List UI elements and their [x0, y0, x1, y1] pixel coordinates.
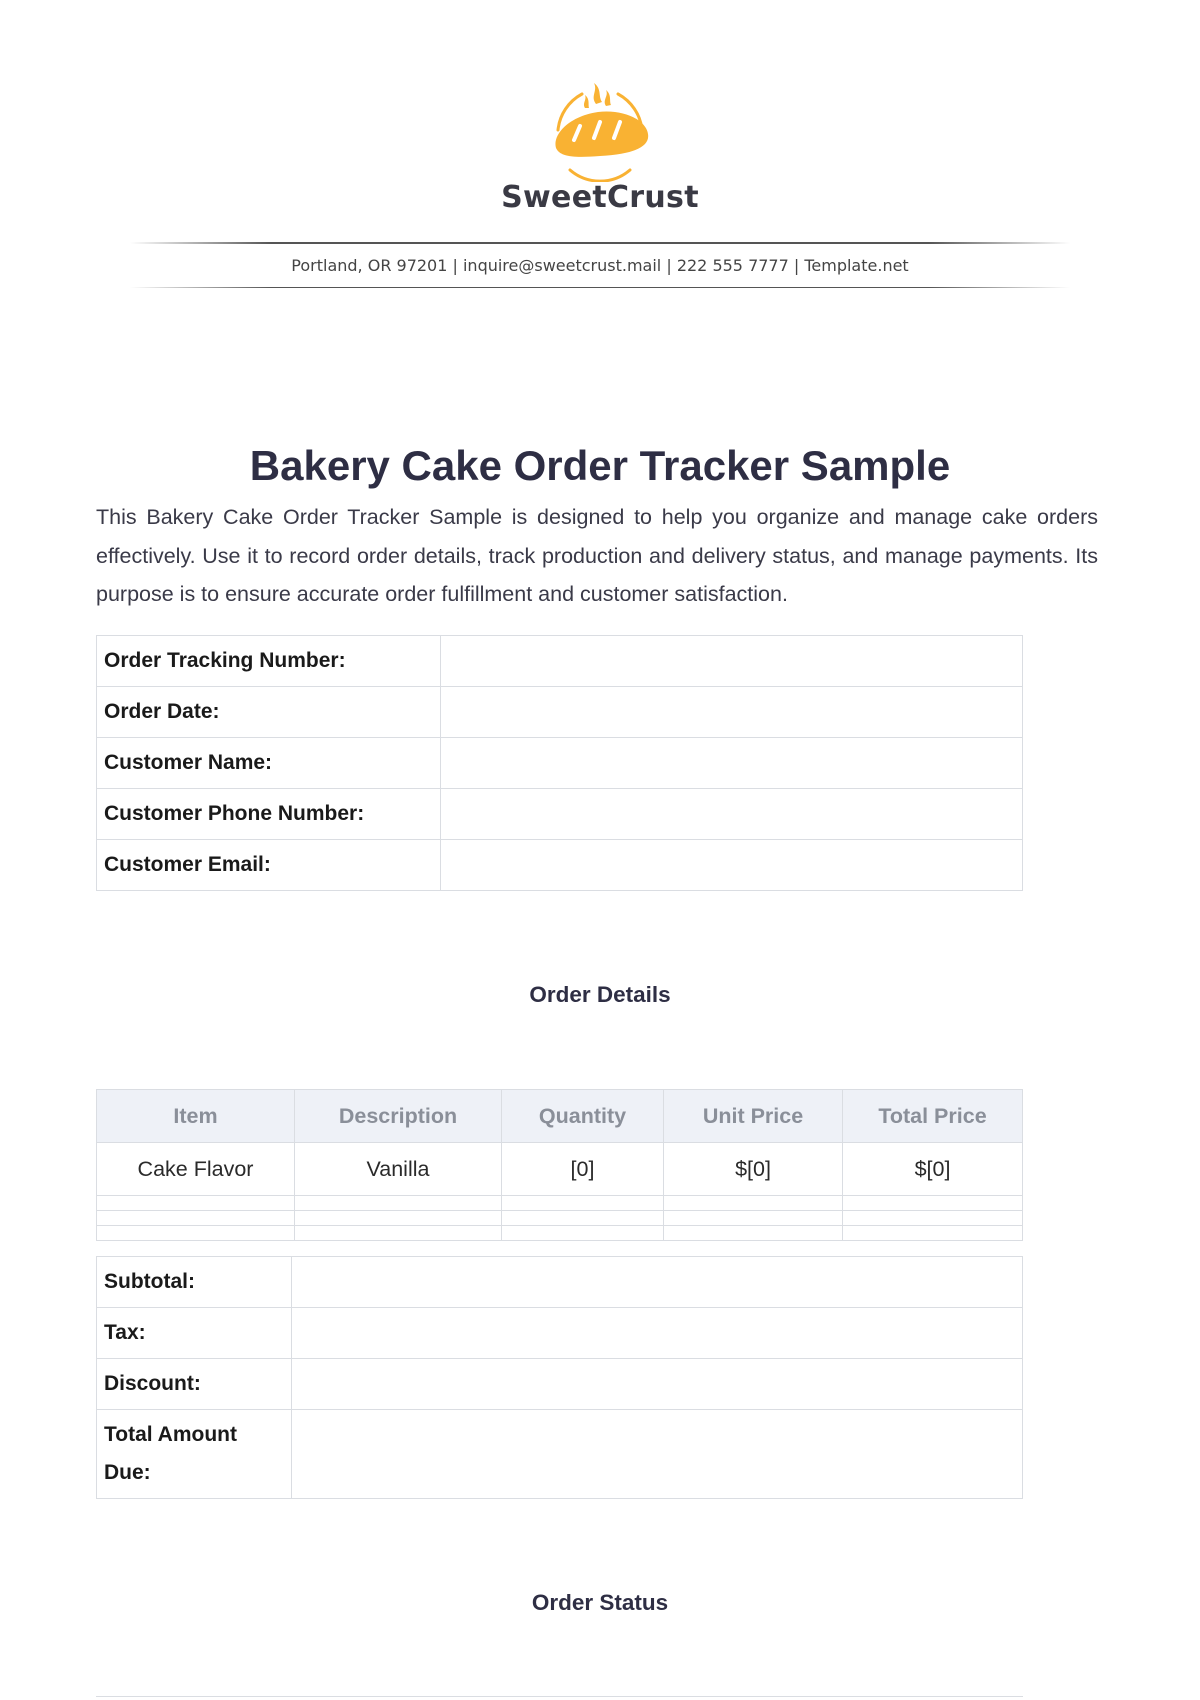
table-cell[interactable] — [97, 1211, 295, 1226]
table-cell: $[0] — [843, 1143, 1023, 1196]
contact-line: Portland, OR 97201 | inquire@sweetcrust.mail | 222 555 7777 | Template.net — [291, 256, 909, 275]
subtotal-label: Subtotal: — [97, 1257, 292, 1308]
table-cell[interactable] — [97, 1196, 295, 1211]
customer-phone-field[interactable] — [441, 789, 1023, 840]
order-tracking-number-field[interactable] — [441, 636, 1023, 687]
bread-icon — [540, 82, 660, 182]
customer-email-field[interactable] — [441, 840, 1023, 891]
tax-label: Tax: — [97, 1308, 292, 1359]
total-amount-due-field[interactable] — [292, 1410, 1023, 1499]
table-cell[interactable] — [295, 1211, 502, 1226]
table-cell[interactable] — [502, 1196, 664, 1211]
divider — [130, 287, 1070, 288]
table-row — [97, 1196, 1023, 1211]
table-cell[interactable] — [502, 1226, 664, 1241]
table-cell[interactable] — [295, 1226, 502, 1241]
divider — [130, 242, 1070, 244]
table-row — [97, 840, 1023, 891]
table-cell: [0] — [502, 1143, 664, 1196]
column-header-description: Description — [295, 1090, 502, 1143]
table-cell: Vanilla — [295, 1143, 502, 1196]
table-cell[interactable] — [843, 1196, 1023, 1211]
customer-email-label: Customer Email: — [97, 840, 441, 891]
table-cell[interactable] — [295, 1196, 502, 1211]
discount-label: Discount: — [97, 1359, 292, 1410]
intro-paragraph: This Bakery Cake Order Tracker Sample is designed to help you organize and manage cake orders effectively. Use it to record order details, track production and delivery status, and manage payments. Its purpose is to ensure accurate order fulfillment and customer satisfaction. — [96, 505, 1098, 606]
tax-field[interactable] — [292, 1308, 1023, 1359]
table-cell[interactable] — [664, 1211, 843, 1226]
table-row — [97, 1308, 1023, 1359]
table-cell[interactable] — [97, 1226, 295, 1241]
table-row — [97, 636, 1023, 687]
table-cell[interactable] — [502, 1211, 664, 1226]
order-details-heading: Order Details — [529, 982, 671, 1007]
table-row — [97, 1143, 1023, 1196]
table-top-edge — [96, 1696, 1023, 1697]
customer-name-label: Customer Name: — [97, 738, 441, 789]
table-cell: $[0] — [664, 1143, 843, 1196]
table-row — [97, 789, 1023, 840]
customer-name-field[interactable] — [441, 738, 1023, 789]
order-details-table — [96, 1089, 1023, 1241]
table-row — [97, 1211, 1023, 1226]
table-row — [97, 687, 1023, 738]
column-header-item: Item — [97, 1090, 295, 1143]
column-header-unit-price: Unit Price — [664, 1090, 843, 1143]
table-row — [97, 1226, 1023, 1241]
table-cell[interactable] — [664, 1226, 843, 1241]
table-row — [97, 1257, 1023, 1308]
column-header-total-price: Total Price — [843, 1090, 1023, 1143]
order-date-field[interactable] — [441, 687, 1023, 738]
discount-field[interactable] — [292, 1359, 1023, 1410]
table-row — [97, 738, 1023, 789]
table-row — [97, 1359, 1023, 1410]
subtotal-field[interactable] — [292, 1257, 1023, 1308]
page-title: Bakery Cake Order Tracker Sample — [249, 442, 951, 489]
table-row — [97, 1410, 1023, 1499]
order-status-heading: Order Status — [531, 1590, 669, 1615]
customer-phone-label: Customer Phone Number: — [97, 789, 441, 840]
table-cell[interactable] — [664, 1196, 843, 1211]
table-header-row — [97, 1090, 1023, 1143]
table-cell[interactable] — [843, 1226, 1023, 1241]
table-cell[interactable] — [843, 1211, 1023, 1226]
order-tracking-number-label: Order Tracking Number: — [97, 636, 441, 687]
column-header-quantity: Quantity — [502, 1090, 664, 1143]
order-date-label: Order Date: — [97, 687, 441, 738]
order-info-table — [96, 635, 1023, 891]
totals-table — [96, 1256, 1023, 1499]
table-cell: Cake Flavor — [97, 1143, 295, 1196]
brand-name: SweetCrust — [501, 180, 699, 215]
total-amount-due-label: Total Amount Due: — [97, 1410, 292, 1499]
